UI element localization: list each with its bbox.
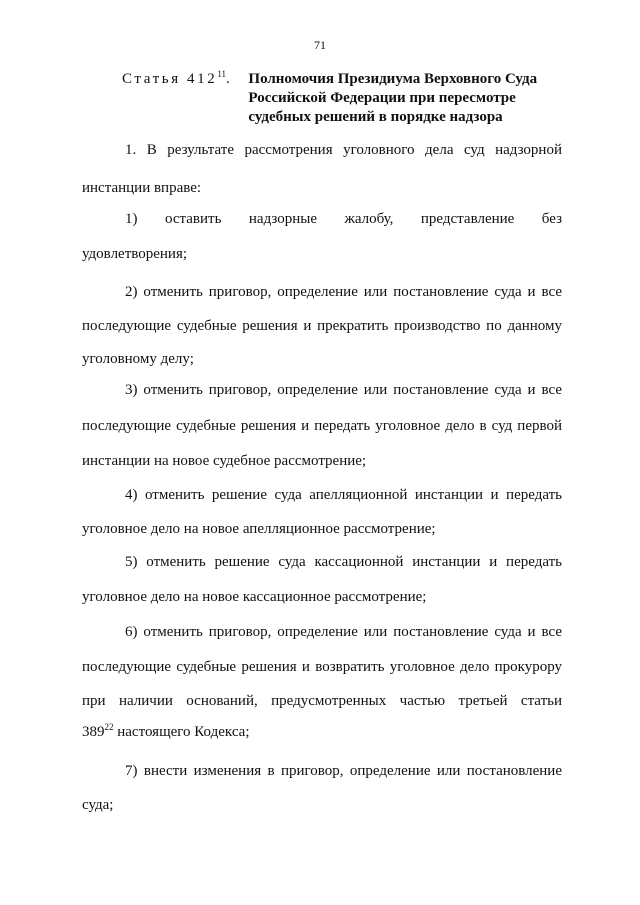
item-4-line: 4) отменить решение суда апелляционной инстанции и передать	[125, 487, 562, 503]
article-label	[122, 70, 232, 127]
item-4-line: уголовное дело на новое апелляционное рассмотрение;	[82, 521, 436, 537]
item-6-line: последующие судебные решения и возвратить уголовное дело прокурору	[82, 659, 562, 675]
item-3-line: 3) отменить приговор, определение или постановление суда и все	[125, 382, 562, 398]
page-number: 71	[314, 38, 326, 52]
item-2-line: 2) отменить приговор, определение или постановление суда и все	[125, 284, 562, 300]
item-3-line: последующие судебные решения и передать уголовное дело в суд первой	[82, 418, 562, 434]
item-2-line: уголовному делу;	[82, 351, 194, 367]
article-number: Статья $412^{11}$.	[122, 69, 233, 87]
statute-reference: $389^{22}$	[82, 722, 114, 740]
article-title	[248, 70, 537, 127]
item-6-line: 6) отменить приговор, определение или постановление суда и все	[125, 624, 562, 640]
article-title-line: Полномочия Президиума Верховного Суда	[248, 71, 538, 87]
paragraph-1-line: инстанции вправе:	[82, 180, 202, 196]
item-5-line: уголовное дело на новое кассационное рассмотрение;	[82, 589, 427, 605]
item-2-line: последующие судебные решения и прекратить производство по данному	[82, 318, 562, 334]
item-7-line: суда;	[82, 797, 114, 813]
item-6-line-ref: $389^{22}$ настоящего Кодекса;	[82, 722, 250, 740]
item-6-line: при наличии оснований, предусмотренных частью третьей статьи	[82, 693, 562, 709]
item-5-line: 5) отменить решение суда кассационной инстанции и передать	[125, 554, 562, 570]
item-1-line: 1) оставить надзорные жалобу, представление без	[125, 211, 562, 227]
paragraph-1-line: 1. В результате рассмотрения уголовного дела суд надзорной	[125, 142, 562, 158]
article-title-line: Российской Федерации при пересмотре	[248, 90, 516, 106]
item-7-line: 7) внести изменения в приговор, определение или постановление	[125, 763, 562, 779]
item-3-line: инстанции на новое судебное рассмотрение;	[82, 453, 367, 469]
article-heading	[122, 70, 572, 127]
article-title-line: судебных решений в порядке надзора	[248, 109, 503, 125]
item-1-line: удовлетворения;	[82, 246, 188, 262]
